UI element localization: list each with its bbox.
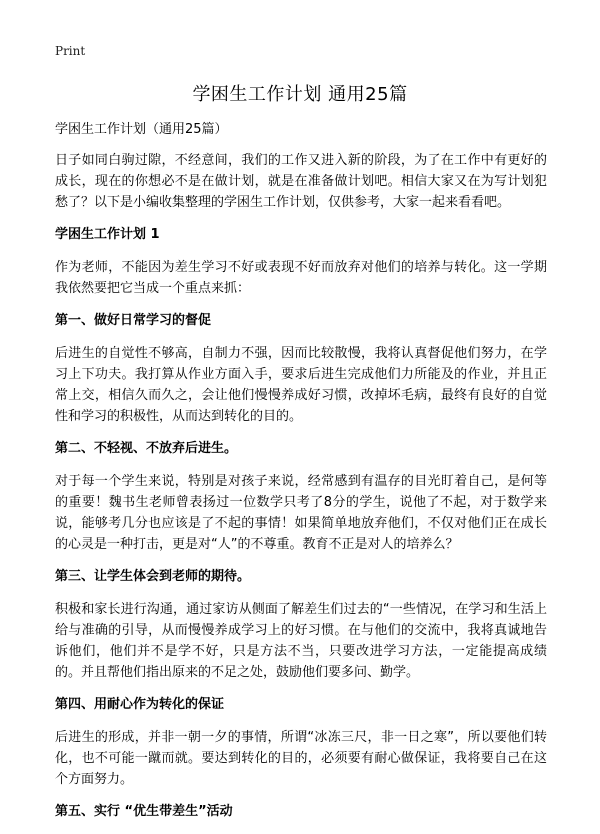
document-body — [55, 120, 547, 834]
document-subtitle: 学困生工作计划（通用25篇） — [55, 122, 228, 137]
page-title: 学困生工作计划 通用25篇 — [192, 84, 408, 105]
section-title: 学困生工作计划 1 — [55, 227, 160, 242]
point-4-heading: 第四、用耐心作为转化的保证 — [55, 697, 225, 712]
print-link[interactable]: Print — [55, 44, 86, 58]
point-4-text: 后进生的形成，并非一朝一夕的事情，所谓“冰冻三尺，非一日之寒”，所以要他们转化，也不可能一蹴而就。要达到转化的目的，必须要有耐心做保证，我将要自己在这个方面努力。 — [55, 730, 547, 787]
point-2-heading: 第二、不轻视、不放弃后进生。 — [55, 441, 238, 456]
point-1-text: 后进生的自觉性不够高，自制力不强，因而比较散慢，我将认真督促他们努力，在学习上下功夫。我打算从作业方面入手，要求后进生完成他们力所能及的作业，并且正常上交，相信久而久之，会让他们慢慢养成好习惯，改掉坏毛病，最终有良好的自觉性和学习的积极性，从而达到转化的目的。 — [55, 346, 547, 424]
point-1-heading: 第一、做好日常学习的督促 — [55, 313, 212, 328]
point-2-text: 对于每一个学生来说，特别是对孩子来说，经常感到有温存的目光盯着自己，是何等的重要！魏书生老师曾表扬过一位数学只考了8分的学生，说他了不起，对于数学来说，能够考几分也应该是了不起的事情！如果简单地放弃他们，不仅对他们正在成长的心灵是一种打击，更是对“人”的不尊重。教育不正是对人的培养么？ — [55, 474, 547, 552]
section-intro-paragraph: 作为老师，不能因为差生学习不好或表现不好而放弃对他们的培养与转化。这一学期我依然要把它当成一个重点来抓： — [55, 260, 547, 296]
intro-paragraph: 日子如同白驹过隙，不经意间，我们的工作又进入新的阶段，为了在工作中有更好的成长，现在的你想必不是在做计划，就是在准备做计划吧。相信大家又在为写计划犯愁了？以下是小编收集整理的学困生工作计划，仅供参考，大家一起来看看吧。 — [55, 153, 547, 210]
point-3-heading: 第三、让学生体会到老师的期待。 — [55, 569, 251, 584]
point-3-text: 积极和家长进行沟通，通过家访从侧面了解差生们过去的“一些情况，在学习和生活上给与准确的引导，从而慢慢养成学习上的好习惯。在与他们的交流中，我将真诚地告诉他们，他们并不是学不好，只是方法不当，只要改进学习方法，一定能提高成绩的。并且帮他们指出原来的不足之处，鼓励他们要多问、勤学。 — [55, 602, 547, 680]
point-5-heading: 第五、实行 “优生带差生”活动 — [55, 804, 233, 819]
